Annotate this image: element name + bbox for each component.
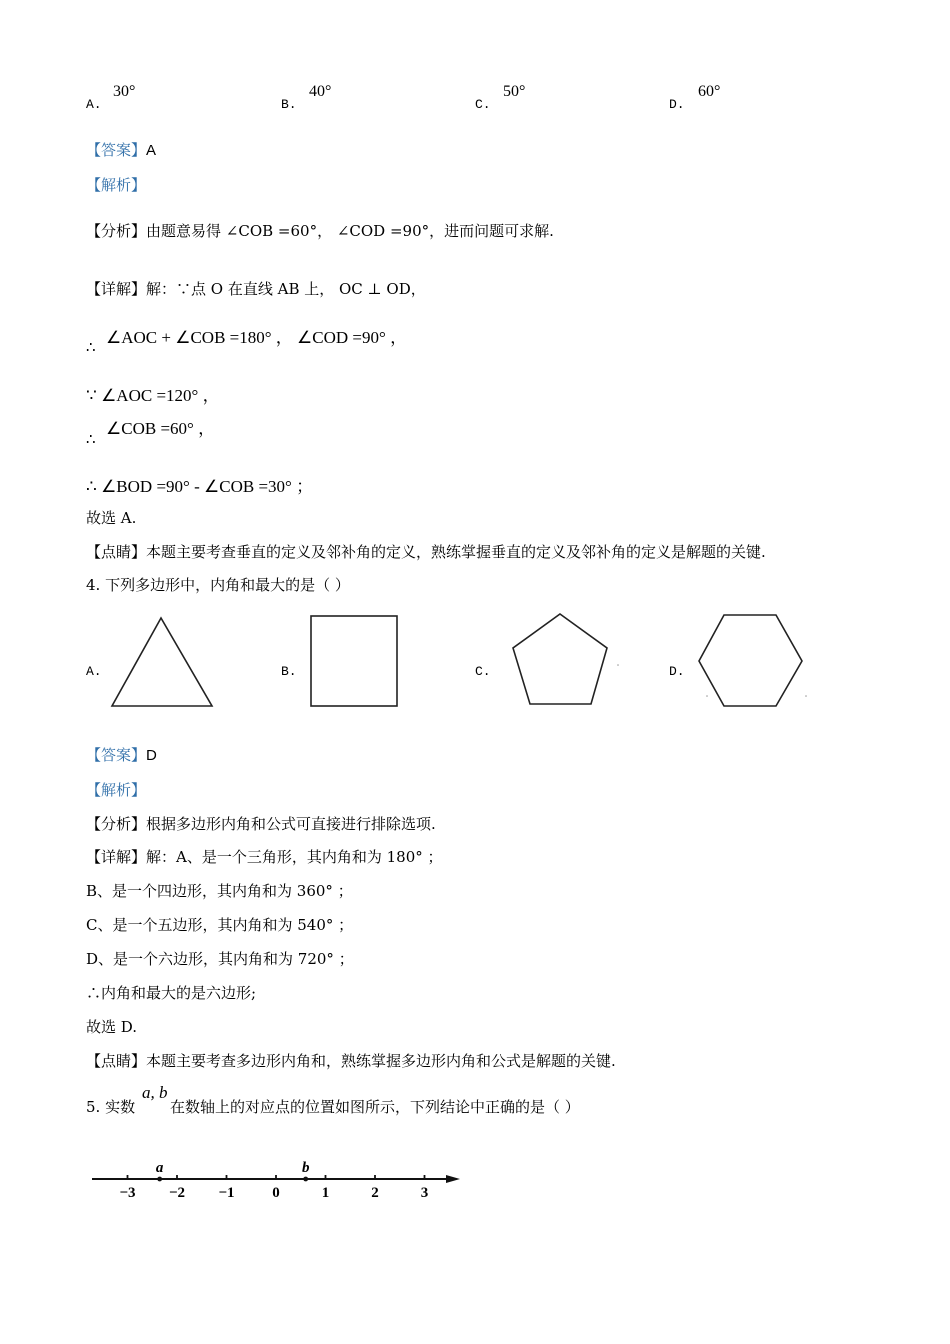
q3-option-c-value: 50° — [503, 83, 526, 100]
q3-option-b-value: 40° — [309, 83, 332, 100]
q3-step3-symbol: ∴ — [86, 430, 96, 448]
detail-text: 解：∵点 O 在直线 AB 上， OC ⊥ OD， — [146, 280, 426, 298]
q4-conclusion: ∴内角和最大的是六边形; — [86, 984, 257, 1002]
detail-text: 解：A、是一个三角形，其内角和为 180° ； — [146, 848, 443, 866]
fenxi-label: 【分析】 — [86, 815, 147, 833]
tick-label: −2 — [168, 1185, 186, 1201]
answer-value: A — [146, 142, 157, 159]
q3-step1-symbol: ∴ — [86, 338, 96, 356]
q3-fenxi — [86, 220, 554, 242]
answer-value: D — [146, 747, 157, 764]
triangle-figure — [105, 612, 220, 712]
fenxi-label: 【分析】 — [86, 222, 147, 240]
q3-comment — [86, 541, 766, 563]
q3-step1: ∠AOC + ∠COB =180° ， ∠COD =90° ， — [106, 328, 408, 347]
point-a-label: a — [155, 1160, 164, 1176]
q4-answer — [86, 744, 157, 767]
q5-suffix: 在数轴上的对应点的位置如图所示，下列结论中正确的是（ ） — [170, 1098, 580, 1116]
q4-option-d-letter: D. — [669, 664, 685, 679]
q3-step2: ∵ ∠AOC =120° ， — [86, 386, 220, 405]
pentagon-figure — [505, 608, 625, 712]
detail-label: 【详解】 — [86, 280, 147, 298]
q3-detail — [86, 278, 426, 300]
q3-step4: ∴ ∠BOD =90° - ∠COB =30° ； — [86, 477, 314, 496]
q3-option-c-letter: C. — [475, 97, 491, 112]
q4-line-b: B、是一个四边形，其内角和为 360° ； — [86, 882, 353, 900]
tick-label: 3 — [420, 1185, 429, 1201]
q5-prefix: 5. 实数 — [86, 1098, 136, 1116]
number-line — [80, 1150, 480, 1210]
q4-question: 4. 下列多边形中，内角和最大的是（ ） — [86, 576, 350, 594]
q3-answer — [86, 139, 156, 162]
q4-line-d: D、是一个六边形，其内角和为 720° ； — [86, 950, 354, 968]
comment-text: 本题主要考查垂直的定义及邻补角的定义，熟练掌握垂直的定义及邻补角的定义是解题的关键. — [146, 543, 766, 561]
fenxi-text: 根据多边形内角和公式可直接进行排除选项. — [146, 815, 436, 833]
tick-label: 2 — [371, 1185, 379, 1201]
q3-option-d-letter: D. — [669, 97, 685, 112]
q3-option-d-value: 60° — [698, 83, 721, 100]
tick-label: 0 — [272, 1185, 280, 1201]
hexagon-figure — [695, 608, 815, 712]
comment-text: 本题主要考查多边形内角和，熟练掌握多边形内角和公式是解题的关键. — [146, 1052, 616, 1070]
point-a — [157, 1177, 162, 1182]
tick-label: −3 — [119, 1185, 136, 1201]
q3-option-a-letter: A. — [86, 97, 102, 112]
detail-label: 【详解】 — [86, 848, 147, 866]
q4-line-c: C、是一个五边形，其内角和为 540° ； — [86, 916, 354, 934]
q4-fenxi — [86, 813, 436, 835]
q4-choose: 故选 D. — [86, 1018, 138, 1036]
q4-option-b-letter: B. — [281, 664, 297, 679]
tick-label: 1 — [321, 1185, 330, 1201]
tick-label: −1 — [218, 1185, 235, 1201]
q4-option-c-letter: C. — [475, 664, 491, 679]
axis-arrow — [446, 1175, 460, 1183]
point-b-label: b — [301, 1160, 310, 1176]
q3-option-a-value: 30° — [113, 83, 136, 100]
q3-choose: 故选 A. — [86, 509, 137, 527]
q3-analysis-label: 【解析】 — [86, 176, 147, 194]
comment-label: 【点睛】 — [86, 1052, 147, 1070]
q3-step3: ∠COB =60° ， — [106, 419, 216, 438]
q4-analysis-label: 【解析】 — [86, 781, 147, 799]
comment-label: 【点睛】 — [86, 543, 147, 561]
answer-label: 【答案】 — [86, 746, 147, 764]
q4-detail — [86, 846, 443, 868]
q3-option-b-letter: B. — [281, 97, 297, 112]
q4-comment — [86, 1050, 616, 1072]
answer-label: 【答案】 — [86, 141, 147, 159]
fenxi-text: 由题意易得 ∠COB =60°， ∠COD =90°，进而问题可求解. — [146, 222, 554, 240]
q4-option-a-letter: A. — [86, 664, 102, 679]
point-b — [303, 1177, 308, 1182]
q5-vars: a, b — [142, 1083, 168, 1102]
square-figure — [305, 610, 405, 712]
